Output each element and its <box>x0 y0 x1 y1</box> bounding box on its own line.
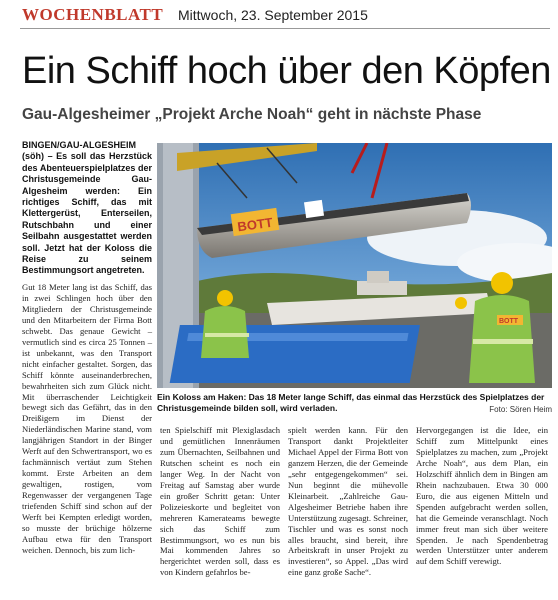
body-column-4: Hervorgegangen ist die Idee, ein Schiff zum Mittelpunkt eines Spielplatzes zu machen, zum „Projekt Arche Noah“, aus dem Plan, ein Holzschiff ähnlich dem in Bingen am Rhein nachzubauen. Etwa 30 000 Euro, die aus eigenen Mitteln und Spenden aufgebracht werden sollen, hat die Gemeinde veranschlagt. Noch immer freut man sich über weitere Spenden. Je nach Spendenbetrag werden Unterstützer unter anderem auf dem Schiff verewigt. <box>416 425 548 567</box>
masthead-rule <box>20 28 550 29</box>
newspaper-brand: WOCHENBLATT <box>22 5 164 24</box>
ship-logo <box>304 200 324 218</box>
article-lead <box>22 140 152 277</box>
article-subheadline: Gau-Algesheimer „Projekt Arche Noah“ geht in nächste Phase <box>22 106 482 123</box>
worker-mid-helmet <box>455 297 467 309</box>
article-photo <box>157 143 552 388</box>
lead-dateline: BINGEN/GAU-ALGESHEIM <box>22 140 137 150</box>
masthead <box>0 0 558 30</box>
body-column-1: Gut 18 Meter lang ist das Schiff, das in zwei Schlingen hoch über den Mitgliedern der Christusgemeinde und den Mitarbeitern der Firma Bott schwebt. Das genaue Gewicht – vermutlich sind es circa 25 Tonnen – ist unbekannt, was den Transport nicht einfacher gestaltet. Sorgen, das Schiff könnte auseinanderbrechen, bewahrheiten sich zum Glück nicht. Mit überraschender Leichtigkeit bewegt sich das Gefährt, das in den Dreißigern im Dienst der Niederländischen Marine stand, vom langjährigen Standort in der Binger Werft auf den Schwertransport, wo es fachmännisch vertäut zum Stehen kommt. Erste Arbeiten an dem gewaltigen, rostigen, vom Regenwasser der vergangenen Tage triefenden Schiff sind schon auf der Werft bei Kempten erledigt worden, so musste der brüchige hölzerne Aufbau etwa für den Transport weichen. Dennoch, bis zum lich- <box>22 282 152 555</box>
photo-caption: Ein Koloss am Haken: Das 18 Meter lange Schiff, das einmal das Herzstück des Spielplatzes der Christusgemeinde bilden soll, wird verladen. <box>157 392 545 413</box>
body-column-3: spielt werden kann. Für den Transport dankt Projektleiter Michael Appel der Firma Bott von ganzem Herzen, die der Gemeinde „sehr entgegengekommen“ sei. Nun beginnt die mühevolle Kleinarbeit. „Zahlreiche Gau-Algesheimer Betriebe haben ihre Unterstützung zugesagt. Schreiner, Tischler und was es sonst noch alles braucht, sind bereit, ihre Arbeitskraft in unser Projekt zu investieren“, so Appel. „Das wird eine ganz große Sache“. <box>288 425 408 578</box>
svg-text:BOTT: BOTT <box>499 318 519 325</box>
issue-date: Mittwoch, 23. September 2015 <box>178 7 368 23</box>
photo-credit: Foto: Sören Heim <box>489 405 552 414</box>
body-column-2: ten Spielschiff mit Plexiglasdach und gemütlichen Innenräumen zum Übernachten, Seilbahnen und Rutschen scheint es noch ein langer Weg. In der Nacht von Freitag auf Samstag aber wurde ein großer Schritt getan: Unter Polizeieskorte und begleitet von mehreren Kamerateams bewegte sich das Schiff zum Bestimmungsort, wo es nun bis Mai kommenden Jahres so hergerichtet werden soll, dass es von Kindern gefahrlos be- <box>160 425 280 578</box>
lead-text: (söh) – Es soll das Herzstück des Abenteuerspielplatzes der Christusgemeinde Gau-Algesheim werden: Ein richtiges Schiff, das mit Klettergerüst, Enterseilen, Rutschbahn und einer Seilbahn ausgestattet werden soll. Jetzt hat der Koloss die Reise zu seinem Bestimmungsort angetreten. <box>22 151 152 276</box>
article-headline: Ein Schiff hoch über den Köpfen <box>22 50 551 92</box>
svg-text:BOTT: BOTT <box>236 214 274 235</box>
